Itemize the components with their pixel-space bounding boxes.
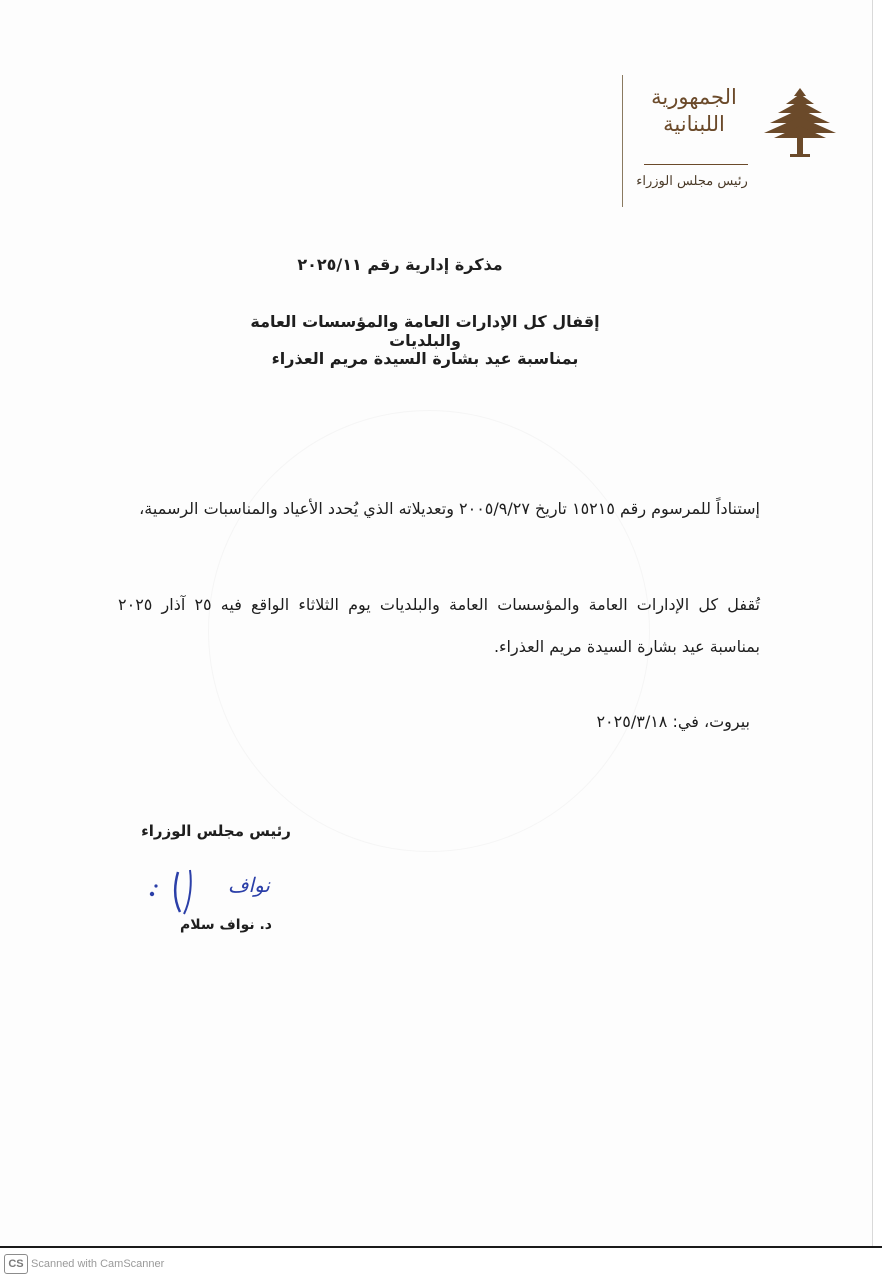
cedar-tree-icon	[760, 86, 840, 158]
camscanner-label: Scanned with CamScanner	[31, 1258, 165, 1270]
svg-text:نواف: نواف	[227, 873, 270, 897]
emblem-line-2: اللبنانية	[663, 112, 725, 136]
office-label: رئيس مجلس الوزراء	[636, 174, 748, 189]
republic-calligraphy	[630, 84, 758, 138]
place-date-line: بيروت، في: ٢٠٢٥/٣/١٨	[596, 712, 750, 731]
paragraph-decree-reference: إستناداً للمرسوم رقم ١٥٢١٥ تاريخ ٢٠٠٥/٩/٢٧ وتعديلاته الذي يُحدد الأعياد والمناسبات الرسمية،	[139, 499, 760, 518]
signatory-name: د. نواف سلام	[179, 917, 272, 933]
header-rule	[644, 164, 748, 165]
handwritten-signature	[138, 862, 278, 918]
subject-line-2: بمناسبة عيد بشارة السيدة مريم العذراء	[271, 349, 579, 368]
subject-line-1: إقفال كل الإدارات العامة والمؤسسات العامة والبلديات	[250, 312, 600, 350]
signature-title: رئيس مجلس الوزراء	[141, 822, 291, 840]
paragraph-closure-order: تُقفل كل الإدارات العامة والمؤسسات العامة والبلديات يوم الثلاثاء الواقع فيه ٢٥ آذار ٢٠٢٥ بمناسبة عيد بشارة السيدة مريم العذراء.	[118, 595, 760, 656]
camscanner-logo-icon: CS	[4, 1254, 28, 1274]
memo-title: مذكرة إدارية رقم ٢٠٢٥/١١	[297, 255, 503, 274]
header-divider	[622, 75, 623, 207]
emblem-line-1: الجمهورية	[651, 85, 737, 109]
page-bottom-edge	[0, 1246, 882, 1248]
